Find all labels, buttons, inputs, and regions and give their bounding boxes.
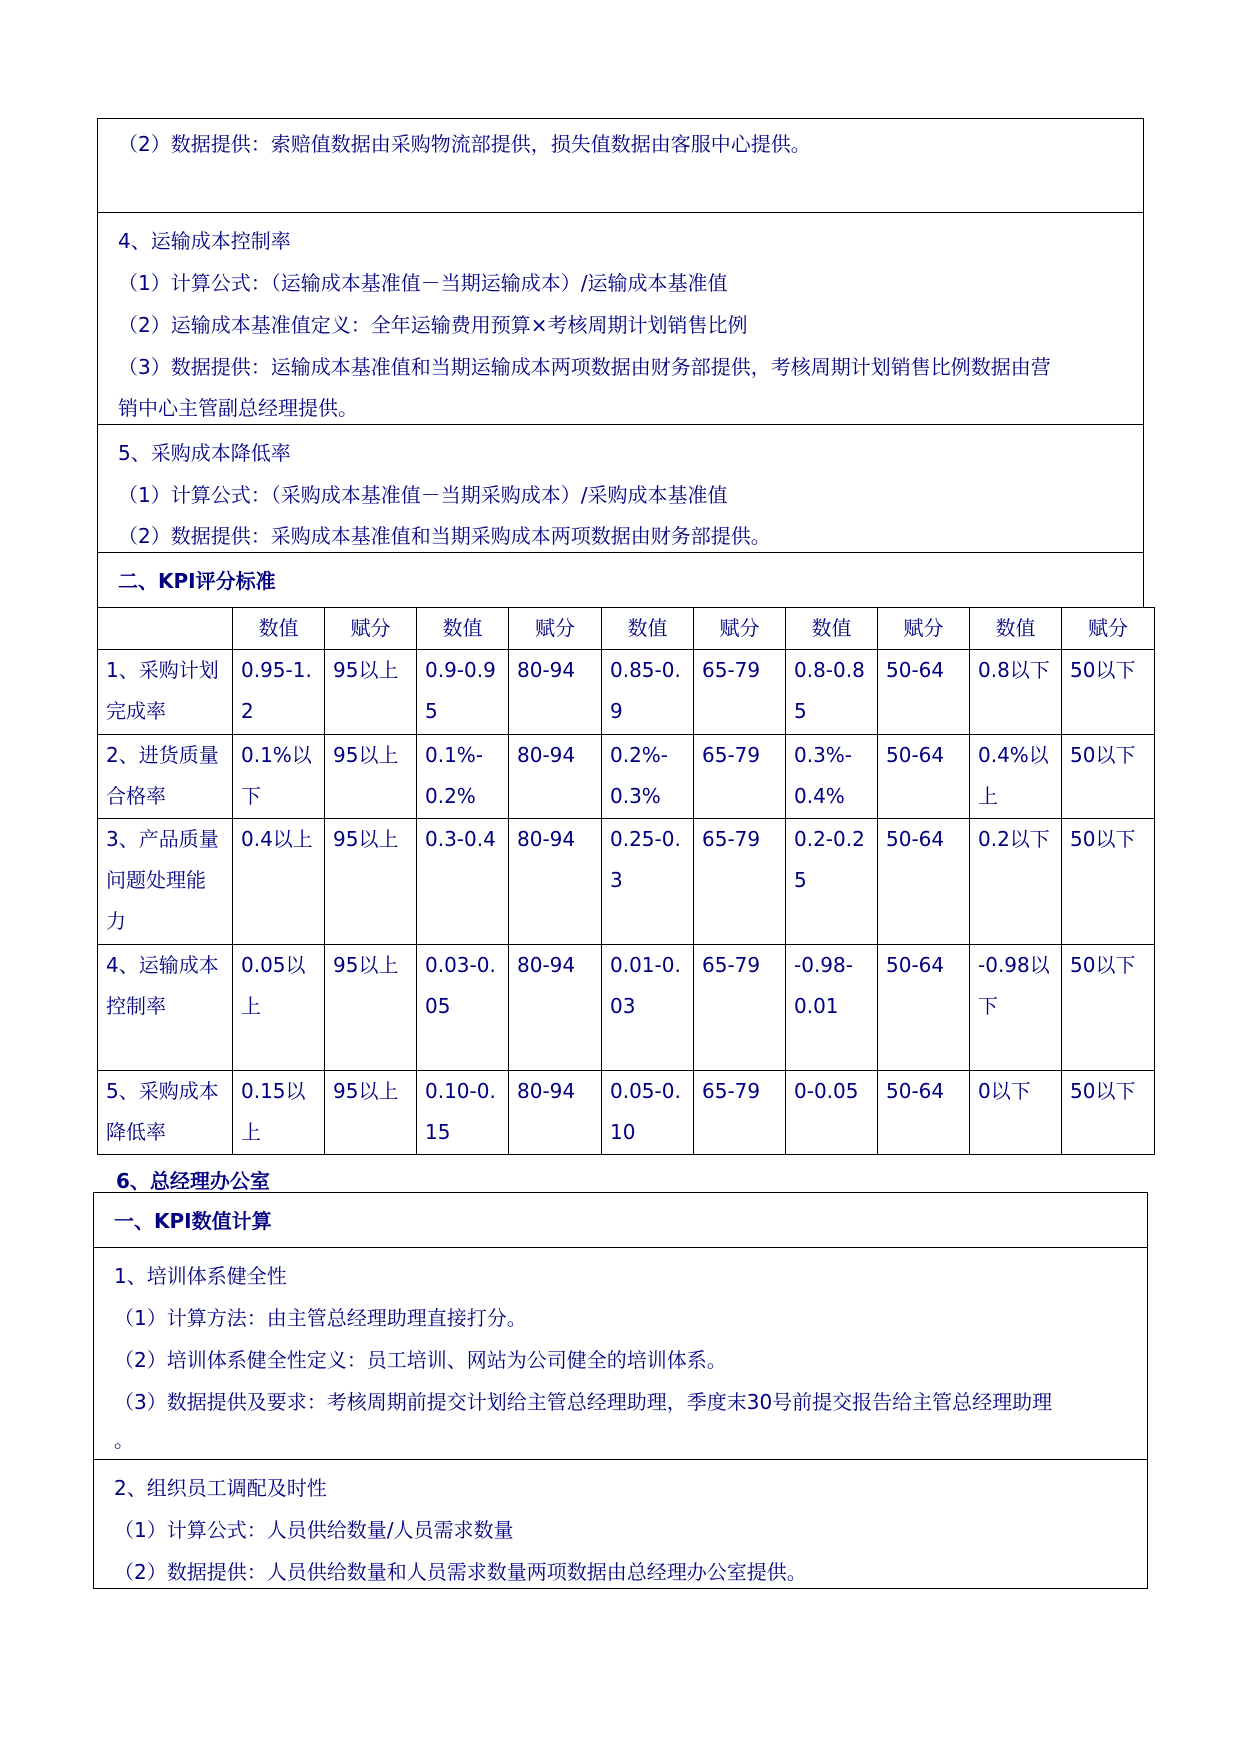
table-cell: 5、采购成本降低率 — [98, 1071, 233, 1155]
table-cell: 0.3%-0.4% — [786, 735, 878, 819]
table-cell: 50以下 — [1062, 650, 1155, 735]
transport-cost-control-block — [97, 212, 1144, 425]
table-cell: 0.4以上 — [233, 819, 325, 945]
table-row — [98, 650, 1155, 735]
table-cell: 0.8以下 — [970, 650, 1062, 735]
table-cell: 4、运输成本控制率 — [98, 945, 233, 1071]
header-cell: 赋分 — [325, 608, 417, 650]
table-cell: 0.01-0.03 — [602, 945, 694, 1071]
table-cell: 0.4%以上 — [970, 735, 1062, 819]
table-cell: 0以下 — [970, 1071, 1062, 1155]
table-cell: 0-0.05 — [786, 1071, 878, 1155]
table-row — [98, 1071, 1155, 1155]
table-cell: 0.8-0.85 — [786, 650, 878, 735]
table-cell: 80-94 — [509, 650, 602, 735]
header-cell: 赋分 — [694, 608, 786, 650]
header-cell: 数值 — [602, 608, 694, 650]
header-cell: 赋分 — [878, 608, 970, 650]
text-line: 4、运输成本控制率 — [118, 229, 291, 253]
text-line: （2）培训体系健全性定义：员工培训、网站为公司健全的培训体系。 — [114, 1348, 727, 1372]
table-cell: -0.98以下 — [970, 945, 1062, 1071]
table-cell: 95以上 — [325, 819, 417, 945]
table-cell: 80-94 — [509, 819, 602, 945]
table-cell: 0.10-0.15 — [417, 1071, 509, 1155]
header-cell: 赋分 — [509, 608, 602, 650]
text-line: 1、培训体系健全性 — [114, 1264, 287, 1288]
table-cell: 50以下 — [1062, 945, 1155, 1071]
table-cell: 65-79 — [694, 819, 786, 945]
text-line: （1）计算公式：（运输成本基准值－当期运输成本）/运输成本基准值 — [118, 271, 728, 295]
header-cell — [98, 608, 233, 650]
table-cell: 0.03-0.05 — [417, 945, 509, 1071]
table-header-row — [98, 608, 1155, 650]
kpi-scoring-heading-block — [97, 552, 1144, 608]
table-cell: 0.2%-0.3% — [602, 735, 694, 819]
table-cell: 0.25-0.3 — [602, 819, 694, 945]
header-cell: 数值 — [786, 608, 878, 650]
table-cell: 0.3-0.4 — [417, 819, 509, 945]
table-cell: 0.9-0.95 — [417, 650, 509, 735]
table-cell: -0.98-0.01 — [786, 945, 878, 1071]
text-line: 销中心主管副总经理提供。 — [118, 396, 358, 420]
text-line: （3）数据提供及要求：考核周期前提交计划给主管总经理助理，季度末30号前提交报告给主管总经理助理 — [114, 1390, 1053, 1414]
text-line: （3）数据提供：运输成本基准值和当期运输成本两项数据由财务部提供，考核周期计划销售比例数据由营 — [118, 355, 1051, 379]
header-cell: 数值 — [417, 608, 509, 650]
table-row — [98, 945, 1155, 1071]
header-cell: 数值 — [970, 608, 1062, 650]
table-cell: 80-94 — [509, 945, 602, 1071]
table-cell: 65-79 — [694, 735, 786, 819]
table-row — [98, 819, 1155, 945]
text-line: （1）计算方法：由主管总经理助理直接打分。 — [114, 1306, 527, 1330]
kpi-calc-heading-block — [93, 1192, 1148, 1248]
table-cell: 50以下 — [1062, 1071, 1155, 1155]
table-cell: 50-64 — [878, 945, 970, 1071]
table-row — [98, 735, 1155, 819]
staff-allocation-block — [93, 1459, 1148, 1589]
text-line: （1）计算公式：人员供给数量/人员需求数量 — [114, 1518, 514, 1542]
training-system-block — [93, 1247, 1148, 1460]
text-line: 5、采购成本降低率 — [118, 441, 291, 465]
text-line: （2）数据提供：采购成本基准值和当期采购成本两项数据由财务部提供。 — [118, 524, 771, 548]
text-line: 2、组织员工调配及时性 — [114, 1476, 327, 1500]
table-cell: 80-94 — [509, 1071, 602, 1155]
header-cell: 数值 — [233, 608, 325, 650]
table-cell: 50以下 — [1062, 819, 1155, 945]
table-cell: 50-64 — [878, 1071, 970, 1155]
text-line: （2）数据提供：人员供给数量和人员需求数量两项数据由总经理办公室提供。 — [114, 1560, 807, 1584]
table-cell: 65-79 — [694, 945, 786, 1071]
table-cell: 0.85-0.9 — [602, 650, 694, 735]
text-line: （2）数据提供：索赔值数据由采购物流部提供，损失值数据由客服中心提供。 — [118, 132, 811, 156]
table-cell: 80-94 — [509, 735, 602, 819]
purchase-cost-reduction-block — [97, 424, 1144, 553]
section-heading: 一、KPI数值计算 — [114, 1209, 272, 1233]
table-cell: 50-64 — [878, 735, 970, 819]
table-cell: 50-64 — [878, 819, 970, 945]
table-cell: 0.2以下 — [970, 819, 1062, 945]
section-heading: 二、KPI评分标准 — [118, 569, 276, 593]
table-cell: 95以上 — [325, 1071, 417, 1155]
table-cell: 3、产品质量问题处理能力 — [98, 819, 233, 945]
table-cell: 50-64 — [878, 650, 970, 735]
text-line: （1）计算公式：（采购成本基准值－当期采购成本）/采购成本基准值 — [118, 483, 728, 507]
kpi-scoring-table — [97, 607, 1155, 1155]
table-cell: 0.15以上 — [233, 1071, 325, 1155]
text-line: 。 — [114, 1428, 134, 1452]
table-cell: 0.1%-0.2% — [417, 735, 509, 819]
table-cell: 65-79 — [694, 1071, 786, 1155]
table-cell: 95以上 — [325, 735, 417, 819]
header-cell: 赋分 — [1062, 608, 1155, 650]
table-cell: 65-79 — [694, 650, 786, 735]
text-line: （2）运输成本基准值定义：全年运输费用预算×考核周期计划销售比例 — [118, 313, 748, 337]
table-cell: 95以上 — [325, 650, 417, 735]
table-cell: 1、采购计划完成率 — [98, 650, 233, 735]
table-cell: 95以上 — [325, 945, 417, 1071]
table-cell: 0.2-0.25 — [786, 819, 878, 945]
table-cell: 50以下 — [1062, 735, 1155, 819]
table-cell: 0.95-1.2 — [233, 650, 325, 735]
section-title: 6、总经理办公室 — [116, 1169, 270, 1193]
table-cell: 0.05-0.10 — [602, 1071, 694, 1155]
table-cell: 0.1%以下 — [233, 735, 325, 819]
table-cell: 0.05以上 — [233, 945, 325, 1071]
table-cell: 2、进货质量合格率 — [98, 735, 233, 819]
data-source-block — [97, 118, 1144, 213]
